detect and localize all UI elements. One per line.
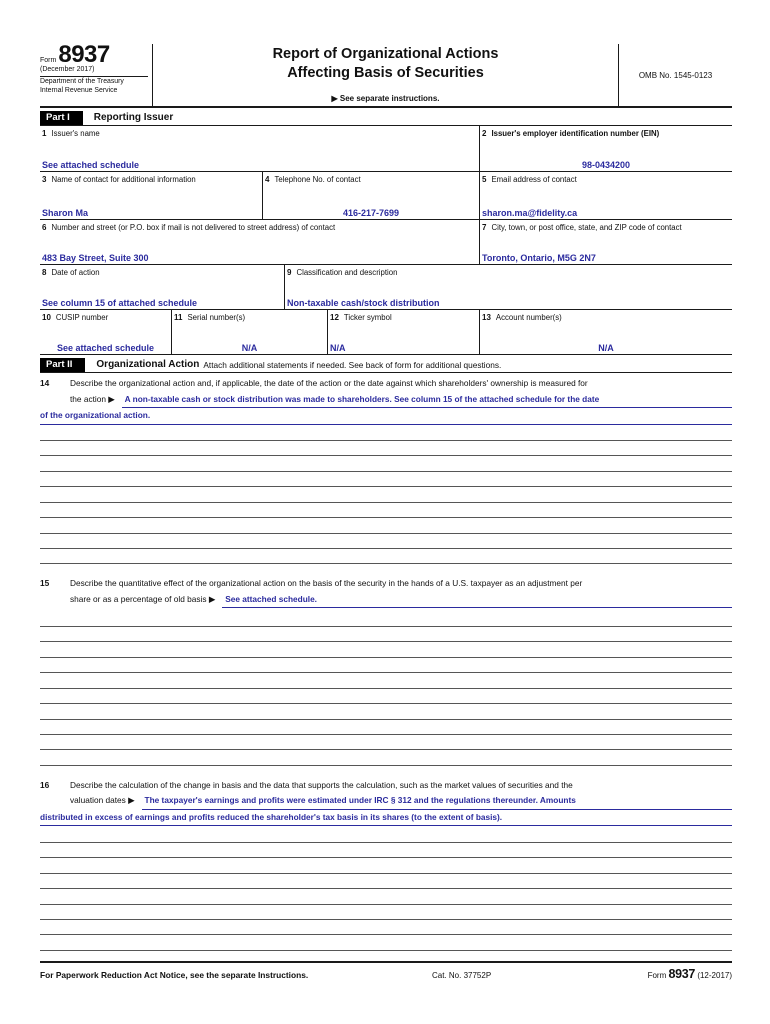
field9-classification-value[interactable]: Non-taxable cash/stock distribution [287, 298, 440, 308]
q14-answer-line1[interactable]: A non-taxable cash or stock distribution was made to shareholders. See column 15 of the attached schedule for the date [122, 392, 732, 409]
form-title: Report of Organizational Actions Affecting Basis of Securities [272, 46, 499, 82]
field1-label: 1 Issuer's name [42, 129, 100, 138]
form-word-label: Form [40, 57, 57, 64]
ruled-line [40, 889, 732, 904]
row-issuer [40, 126, 732, 172]
question-15 [40, 576, 732, 765]
ruled-line [40, 549, 732, 564]
footer-form-id: Form 8937 (12-2017) [647, 966, 732, 981]
ruled-line [40, 658, 732, 673]
q14-text-line2: the action ▶ [70, 393, 115, 404]
question-14 [40, 376, 732, 564]
field12-label: 12 Ticker symbol [330, 313, 392, 322]
part2-header [40, 357, 732, 373]
part1-header [40, 110, 732, 126]
catalog-number: Cat. No. 37752P [432, 970, 492, 980]
ruled-line [40, 843, 732, 858]
field4-label: 4 Telephone No. of contact [265, 175, 361, 184]
ruled-line [40, 426, 732, 441]
field6-label: 6 Number and street (or P.O. box if mail is not delivered to street address) of contact [42, 223, 336, 232]
row-identifiers [40, 310, 732, 355]
field9-label: 9 Classification and description [287, 268, 398, 277]
field7-label: 7 City, town, or post office, state, and ZIP code of contact [482, 223, 682, 232]
field4-telephone-value[interactable]: 416-217-7699 [342, 208, 400, 218]
q16-answer-line2[interactable]: distributed in excess of earnings and profits reduced the shareholder's tax basis in its shares (to the extent of basis). [40, 810, 732, 827]
q16-blank-writein-area[interactable] [40, 827, 732, 951]
ruled-line [40, 611, 732, 626]
q15-number: 15 [40, 578, 50, 589]
agency-line-2: Internal Revenue Service [40, 86, 118, 94]
ruled-line [40, 735, 732, 750]
ruled-line [40, 642, 732, 657]
form-header [40, 41, 732, 108]
q14-number: 14 [40, 378, 50, 388]
q14-blank-writein-area[interactable] [40, 426, 732, 565]
field3-label: 3 Name of contact for additional information [42, 175, 196, 184]
field12-ticker-value[interactable]: N/A [330, 343, 346, 353]
q15-answer-line1[interactable]: See attached schedule. [222, 592, 732, 609]
q16-text-line1: Describe the calculation of the change in basis and the data that supports the calculation, such as the market values of securities and the [70, 779, 573, 790]
part2-heading: Organizational Action [96, 359, 200, 370]
omb-number: OMB No. 1545-0123 [638, 70, 713, 80]
row-address [40, 220, 732, 265]
field10-cusip-value[interactable]: See attached schedule [56, 343, 155, 353]
ruled-line [40, 750, 732, 765]
ruled-line [40, 673, 732, 688]
field7-city-value[interactable]: Toronto, Ontario, M5G 2N7 [482, 253, 596, 263]
ruled-line [40, 627, 732, 642]
part1-heading: Reporting Issuer [93, 112, 174, 123]
part2-heading-note: Attach additional statements if needed. See back of form for additional questions. [203, 359, 502, 370]
field11-label: 11 Serial number(s) [174, 313, 246, 322]
form-title-block [153, 44, 619, 106]
ruled-line [40, 874, 732, 889]
field11-serial-value[interactable]: N/A [241, 343, 258, 353]
ruled-line [40, 827, 732, 842]
form-id-block [40, 41, 153, 106]
ruled-line [40, 920, 732, 935]
q14-text-line1: Describe the organizational action and, if applicable, the date of the action or the date against which shareholders' ownership is measured for [70, 378, 588, 388]
field5-label: 5 Email address of contact [482, 175, 577, 184]
q15-text-line1: Describe the quantitative effect of the organizational action on the basis of the security in the hands of a U.S. taxpayer as an adjustment per [70, 578, 583, 589]
ruled-line [40, 935, 732, 950]
form-footer [40, 961, 732, 981]
row-action [40, 265, 732, 310]
field13-label: 13 Account number(s) [482, 313, 562, 322]
q15-blank-writein-area[interactable] [40, 611, 732, 765]
ruled-line [40, 456, 732, 471]
q16-answer-line1[interactable]: The taxpayer's earnings and profits were estimated under IRC § 312 and the regulations thereunder. Amounts [142, 793, 733, 810]
ruled-line [40, 704, 732, 719]
field1-issuer-name-value[interactable]: See attached schedule [42, 160, 140, 170]
form-number: 8937 [58, 41, 110, 68]
form-revision-date: (December 2017) [40, 65, 95, 73]
see-instructions-note: ▶ See separate instructions. [331, 94, 440, 103]
question-16 [40, 778, 732, 951]
ruled-line [40, 720, 732, 735]
field2-label: 2 Issuer's employer identification number (EIN) [482, 129, 660, 138]
q15-text-line2: share or as a percentage of old basis ▶ [70, 593, 216, 604]
q16-text-line2: valuation dates ▶ [70, 795, 135, 806]
q14-answer-line2[interactable]: of the organizational action. [40, 408, 732, 425]
part2-badge: Part II [40, 358, 85, 372]
q16-number: 16 [40, 779, 50, 790]
field3-contact-name-value[interactable]: Sharon Ma [42, 208, 89, 218]
agency-line-1: Department of the Treasury [40, 77, 124, 85]
part1-badge: Part I [40, 111, 83, 125]
ruled-line [40, 503, 732, 518]
paperwork-reduction-notice: For Paperwork Reduction Act Notice, see the separate Instructions. [40, 969, 309, 980]
ruled-line [40, 905, 732, 920]
ruled-line [40, 441, 732, 456]
field8-label: 8 Date of action [42, 268, 100, 277]
ruled-line [40, 472, 732, 487]
ruled-line [40, 689, 732, 704]
ruled-line [40, 487, 732, 502]
field5-email-value[interactable]: sharon.ma@fidelity.ca [482, 208, 578, 218]
field2-ein-value[interactable]: 98-0434200 [581, 160, 631, 170]
row-contact [40, 172, 732, 220]
field6-street-value[interactable]: 483 Bay Street, Suite 300 [42, 253, 149, 263]
field8-date-of-action-value[interactable]: See column 15 of attached schedule [42, 298, 198, 308]
ruled-line [40, 518, 732, 533]
field10-label: 10 CUSIP number [42, 313, 109, 322]
ruled-line [40, 858, 732, 873]
field13-account-value[interactable]: N/A [598, 343, 614, 353]
ruled-line [40, 534, 732, 549]
